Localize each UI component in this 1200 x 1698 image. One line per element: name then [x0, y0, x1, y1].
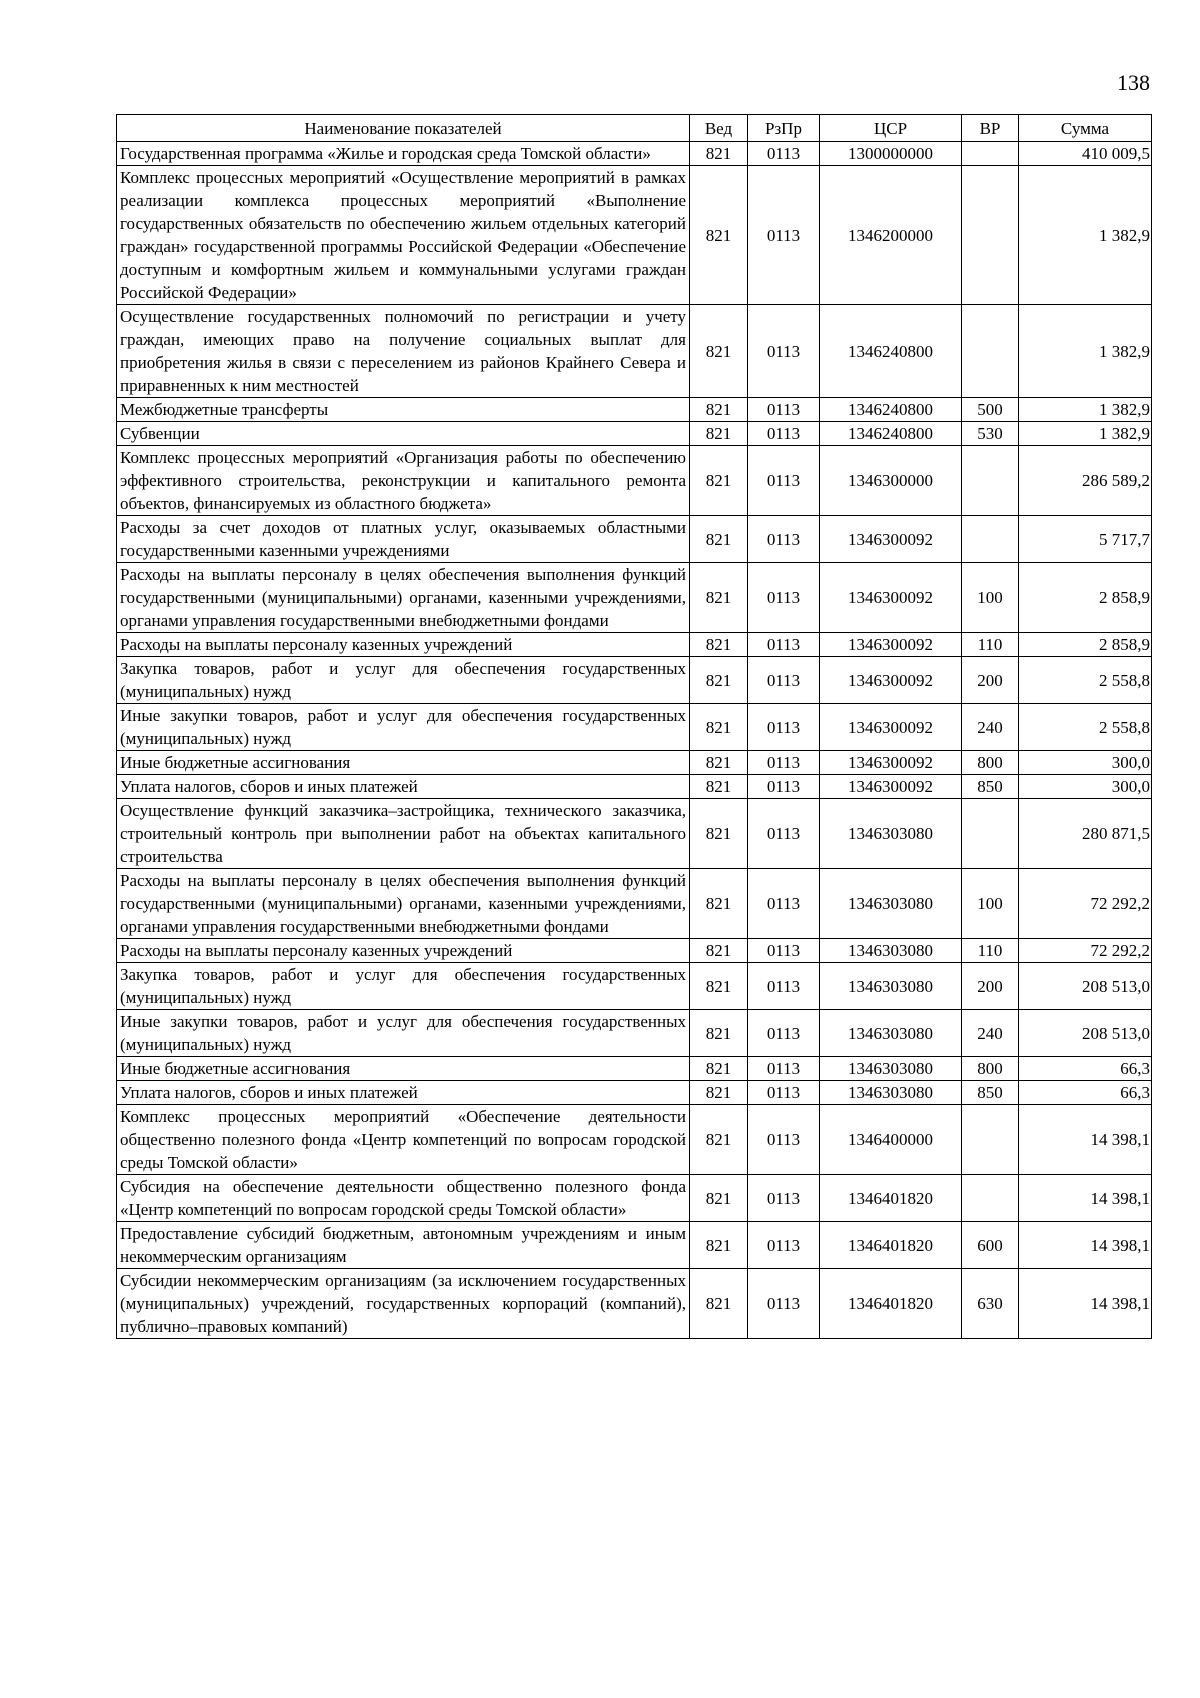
cell-name: Государственная программа «Жилье и городская среда Томской области»	[117, 142, 690, 166]
table-row	[117, 751, 1152, 775]
cell-vr: 500	[962, 398, 1019, 422]
cell-vr	[962, 305, 1019, 398]
cell-ved: 821	[690, 751, 748, 775]
cell-name: Закупка товаров, работ и услуг для обеспечения государственных (муниципальных) нужд	[117, 657, 690, 704]
cell-name: Иные закупки товаров, работ и услуг для обеспечения государственных (муниципальных) нужд	[117, 1010, 690, 1057]
cell-csr: 1346401820	[820, 1175, 962, 1222]
cell-name: Расходы на выплаты персоналу казенных учреждений	[117, 633, 690, 657]
page-number: 138	[1117, 70, 1150, 95]
cell-rzpr: 0113	[748, 142, 820, 166]
table-row	[117, 775, 1152, 799]
cell-rzpr: 0113	[748, 869, 820, 939]
cell-sum: 72 292,2	[1019, 869, 1152, 939]
table-row	[117, 305, 1152, 398]
cell-name: Иные закупки товаров, работ и услуг для обеспечения государственных (муниципальных) нужд	[117, 704, 690, 751]
header-csr: ЦСР	[820, 115, 962, 142]
cell-rzpr: 0113	[748, 1010, 820, 1057]
cell-vr	[962, 516, 1019, 563]
cell-ved: 821	[690, 1222, 748, 1269]
cell-csr: 1346303080	[820, 939, 962, 963]
cell-name: Межбюджетные трансферты	[117, 398, 690, 422]
cell-csr: 1346303080	[820, 1010, 962, 1057]
cell-sum: 72 292,2	[1019, 939, 1152, 963]
cell-sum: 1 382,9	[1019, 398, 1152, 422]
table-row	[117, 633, 1152, 657]
cell-csr: 1346300092	[820, 751, 962, 775]
cell-rzpr: 0113	[748, 1269, 820, 1339]
table-row	[117, 1010, 1152, 1057]
table-row	[117, 142, 1152, 166]
cell-ved: 821	[690, 939, 748, 963]
header-sum: Сумма	[1019, 115, 1152, 142]
cell-sum: 2 558,8	[1019, 657, 1152, 704]
cell-rzpr: 0113	[748, 704, 820, 751]
cell-ved: 821	[690, 305, 748, 398]
cell-vr: 100	[962, 869, 1019, 939]
cell-ved: 821	[690, 1010, 748, 1057]
cell-vr	[962, 799, 1019, 869]
cell-vr: 530	[962, 422, 1019, 446]
cell-csr: 1346300000	[820, 446, 962, 516]
cell-name: Субсидия на обеспечение деятельности общественно полезного фонда «Центр компетенций по вопросам городской среды Томской области»	[117, 1175, 690, 1222]
cell-rzpr: 0113	[748, 446, 820, 516]
cell-rzpr: 0113	[748, 305, 820, 398]
cell-vr	[962, 1175, 1019, 1222]
cell-vr: 850	[962, 775, 1019, 799]
cell-name: Расходы за счет доходов от платных услуг, оказываемых областными государственными казенными учреждениями	[117, 516, 690, 563]
cell-csr: 1346240800	[820, 398, 962, 422]
table-row	[117, 422, 1152, 446]
cell-csr: 1346200000	[820, 166, 962, 305]
cell-rzpr: 0113	[748, 633, 820, 657]
cell-rzpr: 0113	[748, 563, 820, 633]
table-row	[117, 869, 1152, 939]
cell-ved: 821	[690, 704, 748, 751]
cell-sum: 208 513,0	[1019, 963, 1152, 1010]
cell-ved: 821	[690, 398, 748, 422]
cell-rzpr: 0113	[748, 1105, 820, 1175]
cell-vr: 600	[962, 1222, 1019, 1269]
cell-name: Комплекс процессных мероприятий «Осуществление мероприятий в рамках реализации комплекса процессных мероприятий «Выполнение государственных обязательств по обеспечению жильем отдельных категорий граждан» государственной программы Российской Федерации «Обеспечение доступным и комфортным жильем и коммунальными услугами граждан Российской Федерации»	[117, 166, 690, 305]
cell-rzpr: 0113	[748, 799, 820, 869]
table-row	[117, 657, 1152, 704]
cell-ved: 821	[690, 422, 748, 446]
cell-rzpr: 0113	[748, 657, 820, 704]
cell-vr	[962, 166, 1019, 305]
cell-vr: 200	[962, 963, 1019, 1010]
cell-ved: 821	[690, 1105, 748, 1175]
table-row	[117, 1057, 1152, 1081]
table-row	[117, 1081, 1152, 1105]
cell-ved: 821	[690, 963, 748, 1010]
cell-vr: 110	[962, 633, 1019, 657]
cell-sum: 14 398,1	[1019, 1269, 1152, 1339]
cell-csr: 1346300092	[820, 563, 962, 633]
cell-name: Расходы на выплаты персоналу в целях обеспечения выполнения функций государственными (муниципальными) органами, казенными учреждениями, органами управления государственными внебюджетными фондами	[117, 869, 690, 939]
cell-csr: 1346240800	[820, 422, 962, 446]
cell-ved: 821	[690, 799, 748, 869]
cell-csr: 1346303080	[820, 1057, 962, 1081]
table-row	[117, 1222, 1152, 1269]
cell-name: Уплата налогов, сборов и иных платежей	[117, 775, 690, 799]
cell-name: Расходы на выплаты персоналу казенных учреждений	[117, 939, 690, 963]
cell-ved: 821	[690, 633, 748, 657]
cell-ved: 821	[690, 775, 748, 799]
cell-csr: 1346300092	[820, 704, 962, 751]
cell-vr: 100	[962, 563, 1019, 633]
cell-vr: 630	[962, 1269, 1019, 1339]
cell-sum: 66,3	[1019, 1057, 1152, 1081]
cell-rzpr: 0113	[748, 1175, 820, 1222]
cell-ved: 821	[690, 166, 748, 305]
cell-vr	[962, 142, 1019, 166]
cell-sum: 14 398,1	[1019, 1175, 1152, 1222]
cell-sum: 410 009,5	[1019, 142, 1152, 166]
table-row	[117, 704, 1152, 751]
table-row	[117, 516, 1152, 563]
cell-ved: 821	[690, 1175, 748, 1222]
cell-name: Закупка товаров, работ и услуг для обеспечения государственных (муниципальных) нужд	[117, 963, 690, 1010]
cell-sum: 300,0	[1019, 775, 1152, 799]
cell-ved: 821	[690, 142, 748, 166]
cell-sum: 14 398,1	[1019, 1105, 1152, 1175]
cell-csr: 1346400000	[820, 1105, 962, 1175]
cell-csr: 1346303080	[820, 963, 962, 1010]
cell-rzpr: 0113	[748, 1057, 820, 1081]
cell-vr: 800	[962, 751, 1019, 775]
cell-ved: 821	[690, 446, 748, 516]
cell-sum: 66,3	[1019, 1081, 1152, 1105]
cell-csr: 1346303080	[820, 1081, 962, 1105]
cell-ved: 821	[690, 1269, 748, 1339]
cell-rzpr: 0113	[748, 963, 820, 1010]
table-row	[117, 1105, 1152, 1175]
header-name: Наименование показателей	[117, 115, 690, 142]
cell-csr: 1346401820	[820, 1222, 962, 1269]
cell-csr: 1346401820	[820, 1269, 962, 1339]
table-body	[117, 142, 1152, 1339]
cell-vr: 240	[962, 704, 1019, 751]
cell-csr: 1346300092	[820, 633, 962, 657]
cell-ved: 821	[690, 563, 748, 633]
cell-vr	[962, 1105, 1019, 1175]
cell-csr: 1346240800	[820, 305, 962, 398]
cell-name: Предоставление субсидий бюджетным, автономным учреждениям и иным некоммерческим организациям	[117, 1222, 690, 1269]
cell-csr: 1346300092	[820, 775, 962, 799]
cell-name: Иные бюджетные ассигнования	[117, 1057, 690, 1081]
header-rzpr: РзПр	[748, 115, 820, 142]
cell-rzpr: 0113	[748, 398, 820, 422]
cell-rzpr: 0113	[748, 166, 820, 305]
cell-name: Уплата налогов, сборов и иных платежей	[117, 1081, 690, 1105]
cell-name: Комплекс процессных мероприятий «Обеспечение деятельности общественно полезного фонда «Центр компетенций по вопросам городской среды Томской области»	[117, 1105, 690, 1175]
table-row	[117, 398, 1152, 422]
cell-vr: 800	[962, 1057, 1019, 1081]
cell-ved: 821	[690, 516, 748, 563]
cell-name: Расходы на выплаты персоналу в целях обеспечения выполнения функций государственными (муниципальными) органами, казенными учреждениями, органами управления государственными внебюджетными фондами	[117, 563, 690, 633]
cell-sum: 2 558,8	[1019, 704, 1152, 751]
cell-rzpr: 0113	[748, 1081, 820, 1105]
table-row	[117, 446, 1152, 516]
cell-csr: 1346300092	[820, 657, 962, 704]
cell-sum: 1 382,9	[1019, 166, 1152, 305]
cell-name: Субсидии некоммерческим организациям (за исключением государственных (муниципальных) учреждений, государственных корпораций (компаний), публично–правовых компаний)	[117, 1269, 690, 1339]
cell-ved: 821	[690, 1081, 748, 1105]
cell-sum: 208 513,0	[1019, 1010, 1152, 1057]
cell-name: Иные бюджетные ассигнования	[117, 751, 690, 775]
cell-vr: 110	[962, 939, 1019, 963]
cell-sum: 2 858,9	[1019, 633, 1152, 657]
cell-rzpr: 0113	[748, 1222, 820, 1269]
cell-name: Осуществление государственных полномочий по регистрации и учету граждан, имеющих право на получение социальных выплат для приобретения жилья в связи с переселением из районов Крайнего Севера и приравненных к ним местностей	[117, 305, 690, 398]
cell-sum: 280 871,5	[1019, 799, 1152, 869]
cell-vr	[962, 446, 1019, 516]
table-row	[117, 166, 1152, 305]
cell-csr: 1346303080	[820, 799, 962, 869]
cell-sum: 300,0	[1019, 751, 1152, 775]
cell-ved: 821	[690, 1057, 748, 1081]
cell-rzpr: 0113	[748, 422, 820, 446]
cell-vr: 200	[962, 657, 1019, 704]
cell-sum: 2 858,9	[1019, 563, 1152, 633]
header-vr: ВР	[962, 115, 1019, 142]
cell-ved: 821	[690, 657, 748, 704]
cell-name: Комплекс процессных мероприятий «Организация работы по обеспечению эффективного строительства, реконструкции и капитального ремонта объектов, финансируемых из областного бюджета»	[117, 446, 690, 516]
cell-sum: 1 382,9	[1019, 422, 1152, 446]
cell-sum: 1 382,9	[1019, 305, 1152, 398]
cell-name: Субвенции	[117, 422, 690, 446]
cell-ved: 821	[690, 869, 748, 939]
cell-csr: 1300000000	[820, 142, 962, 166]
cell-rzpr: 0113	[748, 516, 820, 563]
table-row	[117, 563, 1152, 633]
table-row	[117, 939, 1152, 963]
cell-rzpr: 0113	[748, 751, 820, 775]
budget-table	[116, 114, 1152, 1339]
table-header-row	[117, 115, 1152, 142]
header-ved: Вед	[690, 115, 748, 142]
cell-rzpr: 0113	[748, 775, 820, 799]
cell-csr: 1346303080	[820, 869, 962, 939]
cell-csr: 1346300092	[820, 516, 962, 563]
cell-sum: 286 589,2	[1019, 446, 1152, 516]
cell-sum: 5 717,7	[1019, 516, 1152, 563]
cell-name: Осуществление функций заказчика–застройщика, технического заказчика, строительный контроль при выполнении работ на объектах капитального строительства	[117, 799, 690, 869]
cell-sum: 14 398,1	[1019, 1222, 1152, 1269]
cell-vr: 240	[962, 1010, 1019, 1057]
table-row	[117, 1175, 1152, 1222]
table-row	[117, 963, 1152, 1010]
cell-rzpr: 0113	[748, 939, 820, 963]
table-row	[117, 799, 1152, 869]
table-row	[117, 1269, 1152, 1339]
cell-vr: 850	[962, 1081, 1019, 1105]
